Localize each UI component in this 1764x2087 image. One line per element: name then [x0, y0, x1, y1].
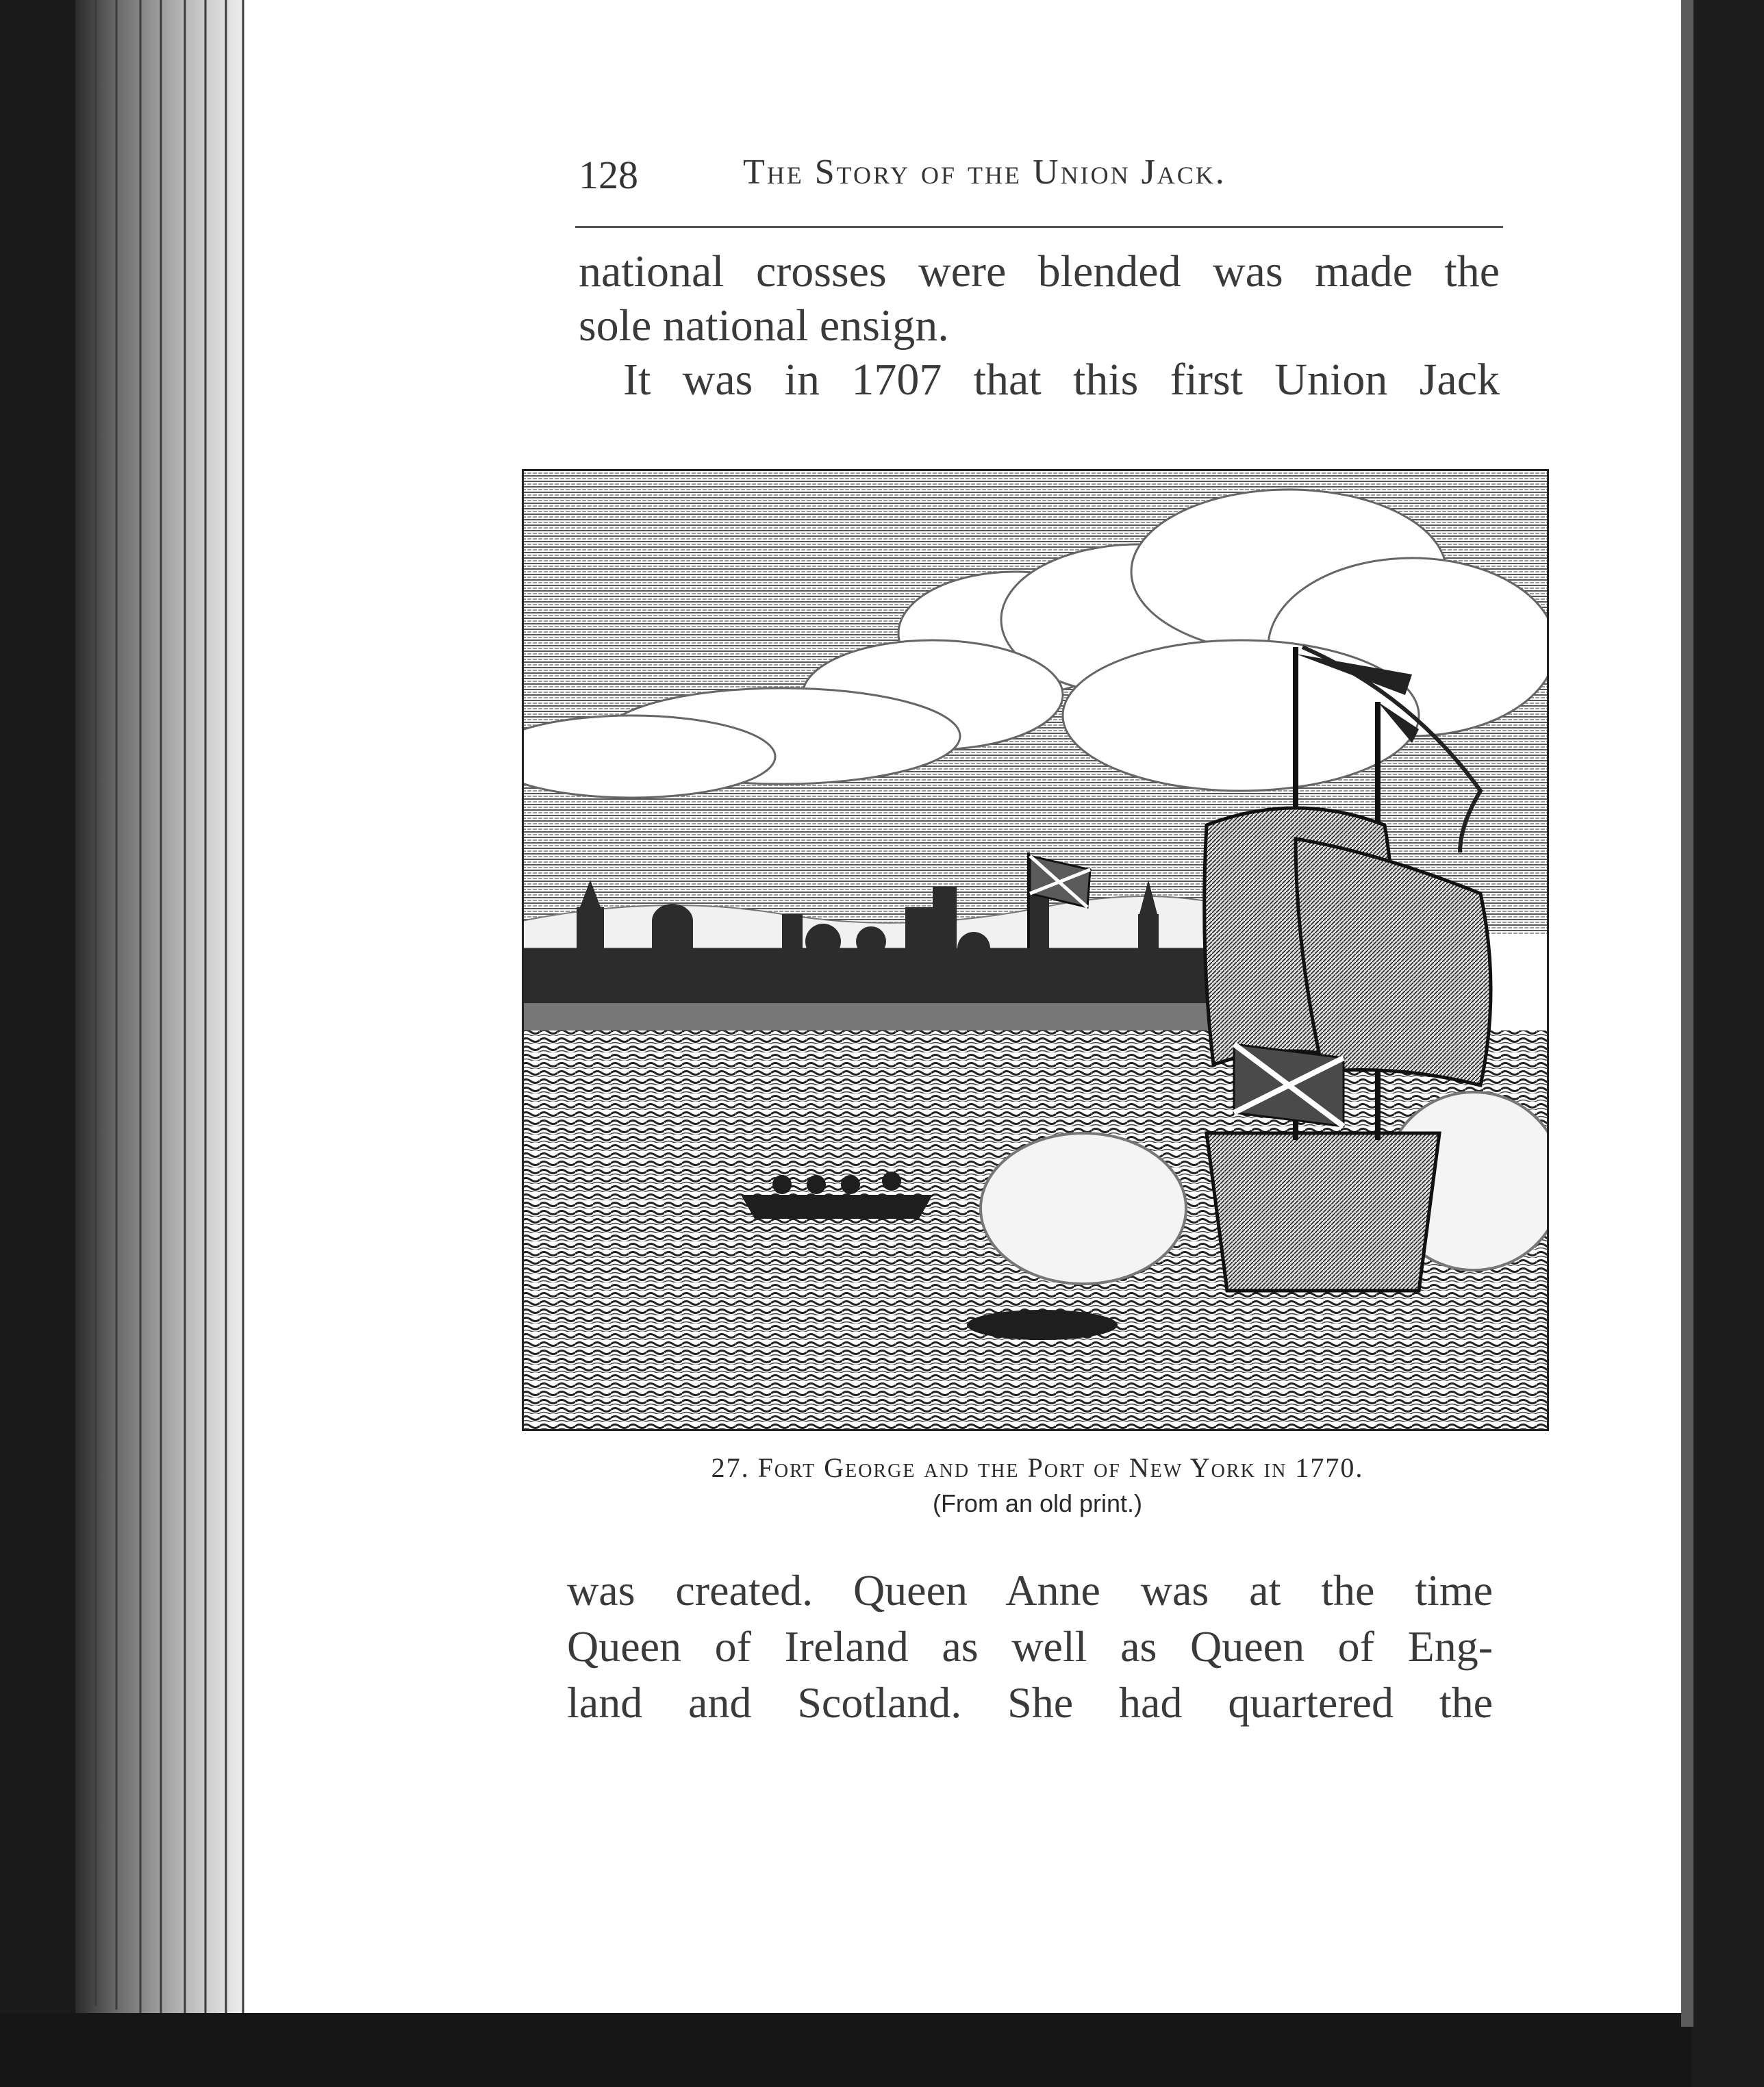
shoreline-wall [522, 1003, 1234, 1030]
right-dark-band [1691, 0, 1764, 2087]
text-line: sole national ensign. [579, 301, 949, 351]
left-margin-dark [0, 0, 75, 2087]
page-stack-edge [75, 0, 243, 2013]
running-title: The Story of the Union Jack. [743, 153, 1226, 192]
paragraph-3 [567, 1563, 1493, 1731]
engraving-illustration [522, 469, 1549, 1431]
text-line: national crosses were blended was made the [579, 246, 1500, 296]
text-line: land and Scotland. She had quartered the [567, 1678, 1493, 1727]
small-boat [967, 1310, 1118, 1340]
header-rule [575, 226, 1503, 228]
caption-credit: (From an old print.) [932, 1489, 1143, 1517]
text-line: was created. Queen Anne was at the time [567, 1566, 1493, 1615]
text-line: It was in 1707 that this first Union Jack [623, 355, 1500, 405]
right-page-edge [1681, 0, 1693, 2027]
figure-caption [527, 1452, 1548, 1518]
paragraph-2 [623, 353, 1500, 407]
text-line: Queen of Ireland as well as Queen of Eng- [567, 1622, 1493, 1671]
paragraph-1 [579, 244, 1500, 353]
stern-flag [1234, 1044, 1344, 1126]
bottom-dark-band [0, 2013, 1764, 2087]
caption-title: 27. Fort George and the Port of New York in 1770. [711, 1452, 1364, 1483]
page-number: 128 [579, 153, 638, 197]
